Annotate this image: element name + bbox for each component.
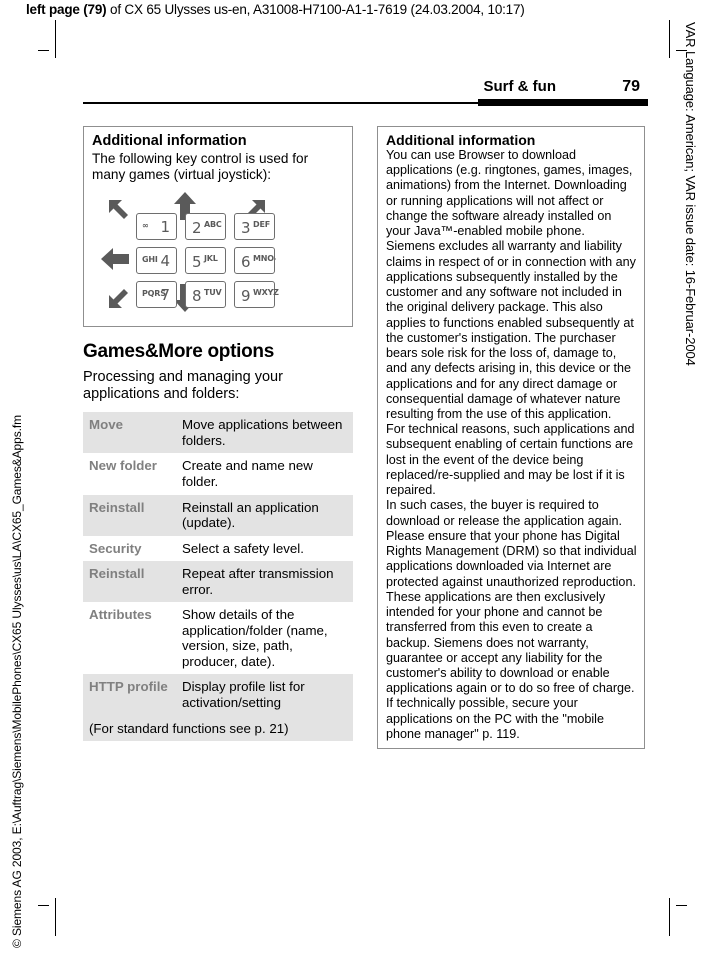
key-2-digit: 2 xyxy=(192,218,202,237)
additional-information-box-left xyxy=(83,126,353,327)
key-8-letters: TUV xyxy=(204,287,222,297)
option-description: Reinstall an application (update). xyxy=(176,495,353,536)
key-6-digit: 6 xyxy=(241,252,251,271)
key-8[interactable] xyxy=(185,281,226,308)
key-1-digit: 1 xyxy=(160,217,170,236)
table-row[interactable] xyxy=(83,561,353,602)
table-row[interactable] xyxy=(83,674,353,715)
keypad-grid xyxy=(136,213,279,308)
option-description: Display profile list for activation/setting xyxy=(176,674,353,715)
option-label: Reinstall xyxy=(83,495,176,536)
print-header xyxy=(26,2,525,17)
table-row[interactable] xyxy=(83,602,353,674)
option-description: Show details of the application/folder (name, version, size, path, producer, date). xyxy=(176,602,353,674)
page-number: 79 xyxy=(622,78,640,95)
option-label: HTTP profile xyxy=(83,674,176,715)
table-footer-row xyxy=(83,716,353,742)
print-header-rest: of CX 65 Ulysses us-en, A31008-H7100-A1-1-7619 (24.03.2004, 10:17) xyxy=(106,2,525,17)
key-3-letters: DEF xyxy=(253,219,270,229)
crop-mark-bottom-left-h xyxy=(38,905,49,906)
info-box-title-right: Additional information xyxy=(386,132,536,148)
crop-mark-bottom-right-h xyxy=(676,905,687,906)
option-label: Security xyxy=(83,536,176,562)
arrow-left-icon xyxy=(100,247,130,271)
key-5-letters: JKL xyxy=(204,253,218,263)
key-9-letters: WXYZ xyxy=(253,287,279,297)
crop-mark-top-left-v xyxy=(55,20,56,58)
info-paragraph-2: For technical reasons, such applications and subsequent enabling of certain functions are lost in the event of the device being replaced/re-supplied and may be lost if it is repaired. xyxy=(386,422,635,498)
info-box-body-left: The following key control is used for many games (virtual joystick): xyxy=(92,151,309,182)
key-4[interactable] xyxy=(136,247,177,274)
chapter-title: Surf & fun xyxy=(483,78,556,95)
key-4-digit: 4 xyxy=(160,251,170,270)
print-header-bold: left page (79) xyxy=(26,2,107,17)
key-3[interactable] xyxy=(234,213,275,240)
key-7-digit: 7 xyxy=(160,285,170,304)
running-head xyxy=(83,78,648,104)
key-9-digit: 9 xyxy=(241,286,251,305)
crop-mark-bottom-right-v xyxy=(669,898,670,936)
crop-mark-top-right-v xyxy=(669,20,670,58)
running-head-rule xyxy=(83,102,478,104)
arrow-down-left-icon xyxy=(106,283,134,311)
key-6[interactable] xyxy=(234,247,275,274)
key-8-digit: 8 xyxy=(192,286,202,305)
option-description: Repeat after transmission error. xyxy=(176,561,353,602)
key-6-letters: MNO xyxy=(253,253,274,263)
option-label: Attributes xyxy=(83,602,176,674)
option-label: Move xyxy=(83,412,176,453)
option-label: New folder xyxy=(83,453,176,494)
info-paragraph-3: In such cases, the buyer is required to download or release the application again. Please ensure that your phone has Digital Rights Management (DRM) so that individual applications downloaded via Internet are protected against unauthorized reproduction. These applications are then exclusively intended for your phone and cannot be transferred from this even to create a backup. Siemens does not warranty, guarantee or accept any liability for the customer's ability to download or enable applications again or to do so free of charge. If technically possible, secure your applications on the PC with the "mobile phone manager" p. 119. xyxy=(386,498,637,741)
right-column xyxy=(377,126,645,749)
option-label: Reinstall xyxy=(83,561,176,602)
key-4-letters: GHI xyxy=(142,254,158,264)
key-1[interactable] xyxy=(136,213,177,240)
crop-mark-bottom-left-v xyxy=(55,898,56,936)
key-7[interactable] xyxy=(136,281,177,308)
running-head-rule-bold xyxy=(478,99,648,106)
table-row[interactable] xyxy=(83,536,353,562)
key-2-letters: ABC xyxy=(204,219,222,229)
option-description: Select a safety level. xyxy=(176,536,353,562)
info-box-title-left: Additional information xyxy=(92,133,247,149)
table-row[interactable] xyxy=(83,495,353,536)
section-intro-text: Processing and managing your applications and folders: xyxy=(83,368,283,402)
var-language-side-text: VAR Language: American; VAR issue date: 16-Februar-2004 xyxy=(683,22,698,366)
options-table xyxy=(83,412,353,741)
key-5-digit: 5 xyxy=(192,252,202,271)
table-row[interactable] xyxy=(83,412,353,453)
standard-functions-note: (For standard functions see p. 21) xyxy=(83,716,353,742)
key-5[interactable] xyxy=(185,247,226,274)
copyright-path-side-text: © Siemens AG 2003, E:\Auftrag\Siemens\MobilePhones\CX65 Ulysses\us\LA\CX65_Games&Apps.fm xyxy=(10,415,24,948)
option-description: Create and name new folder. xyxy=(176,453,353,494)
key-2[interactable] xyxy=(185,213,226,240)
option-description: Move applications between folders. xyxy=(176,412,353,453)
virtual-joystick-diagram xyxy=(92,191,344,319)
crop-mark-top-left-h xyxy=(38,50,49,51)
additional-information-box-right xyxy=(377,126,645,749)
left-column xyxy=(83,126,353,741)
key-7-letters: PQRS xyxy=(142,288,166,298)
table-row[interactable] xyxy=(83,453,353,494)
info-paragraph-1: You can use Browser to download applications (e.g. ringtones, games, images, animations) from the Internet. Downloading or running applications will not affect or change the software already installed on your Java™-enabled mobile phone. Siemens excludes all warranty and liability claims in respect of or in connection with any applications subsequently installed by the customer and any software not included in the original delivery package. This also applies to functions enabled subsequently at the customer's instigation. The purchaser bears sole risk for the loss of, damage to, and any defects arising in, this device or the applications and for any direct damage or consequential damage of whatever nature resulting from the use of this application. xyxy=(386,148,636,421)
arrow-up-left-icon xyxy=(106,197,134,225)
key-9[interactable] xyxy=(234,281,279,308)
key-1-letters: ∞ xyxy=(142,220,149,230)
page-title: Games&More options xyxy=(83,340,274,362)
info-box-body-right xyxy=(386,148,637,742)
key-3-digit: 3 xyxy=(241,218,251,237)
